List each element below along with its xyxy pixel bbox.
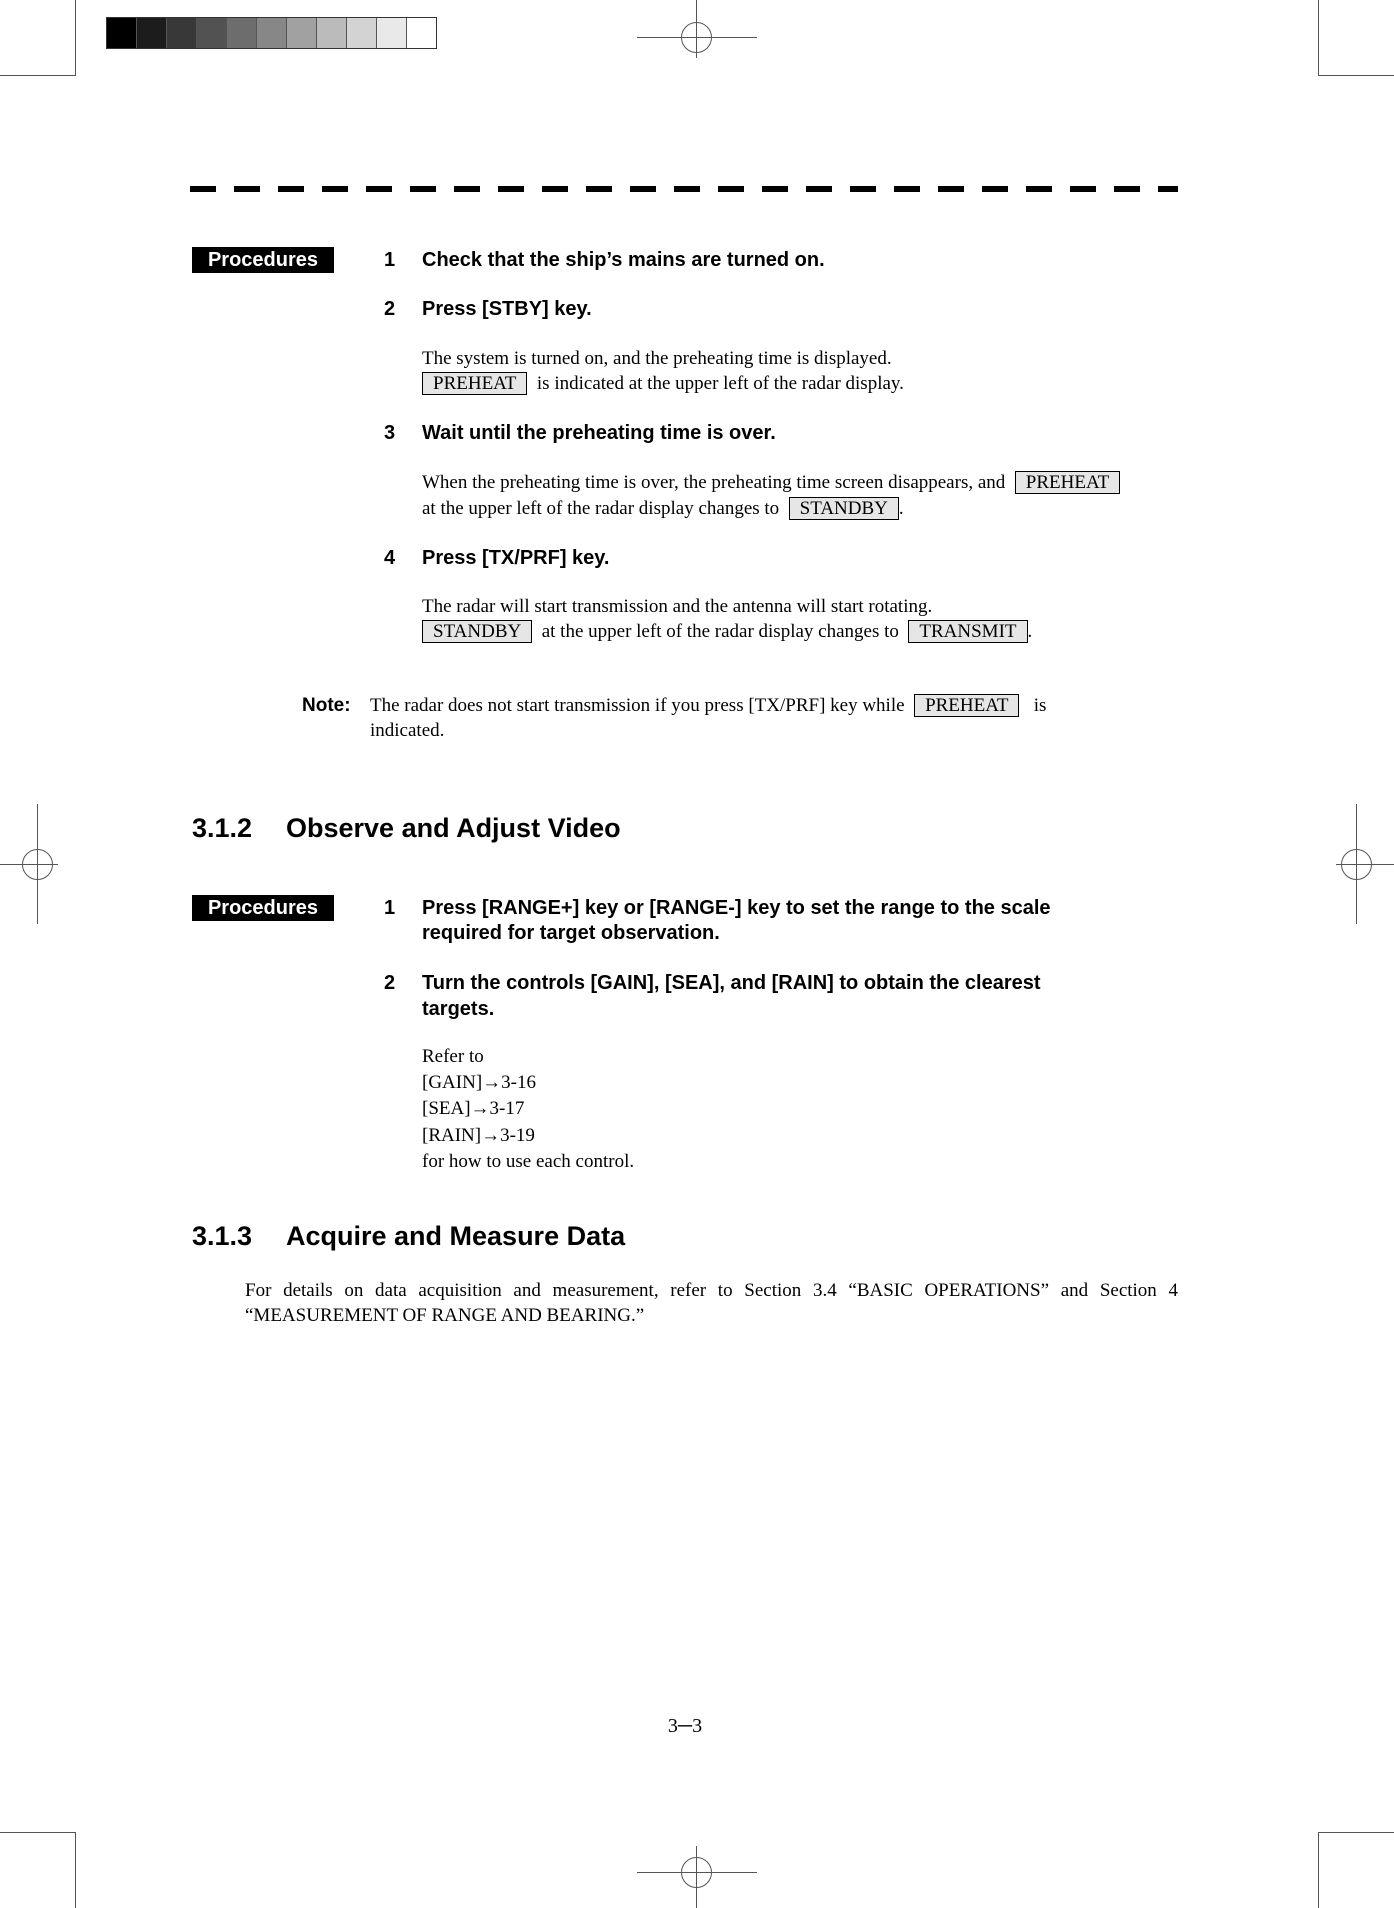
step-number: 1 — [384, 249, 396, 271]
step-number: 2 — [384, 972, 396, 994]
preheat-indicator: PREHEAT — [1015, 471, 1120, 494]
indicator-text: is indicated at the upper left of the radar display. — [536, 373, 904, 394]
step-text: Check that the ship’s mains are turned on. — [422, 249, 825, 271]
standby-indicator: STANDBY — [422, 620, 532, 643]
page-number: 3─3 — [667, 1715, 703, 1737]
note-text-line-2: indicated. — [370, 720, 445, 741]
step-number: 4 — [384, 547, 396, 569]
step-4-description: The radar will start transmission and the antenna will start rotating. — [422, 596, 933, 617]
grayscale-swatch — [227, 18, 257, 48]
description-text: at the upper left of the radar display changes to — [541, 621, 899, 642]
preheat-indicator: PREHEAT — [422, 372, 527, 395]
step-2-description: The system is turned on, and the preheating time is displayed. — [422, 348, 892, 369]
grayscale-swatch — [107, 18, 137, 48]
step-3-change-line — [422, 496, 904, 521]
period: . — [898, 498, 904, 519]
section-3-1-3-paragraph-line-1: For details on data acquisition and measurement, refer to Section 3.4 “BASIC OPERATIONS” and Section 4 — [245, 1280, 1178, 1301]
step-text: Press [RANGE+] key or [RANGE-] key to set the range to the scale — [422, 897, 1051, 919]
note-text: is — [1033, 695, 1047, 716]
grayscale-swatch — [167, 18, 197, 48]
step-text: Wait until the preheating time is over. — [422, 422, 776, 444]
step-text: Press [TX/PRF] key. — [422, 547, 610, 569]
grayscale-swatch — [377, 18, 407, 48]
transmit-indicator: TRANSMIT — [908, 620, 1027, 643]
step-text: required for target observation. — [422, 922, 720, 944]
period: . — [1027, 621, 1033, 642]
step-3-description — [422, 470, 1120, 495]
reference-outro: for how to use each control. — [422, 1151, 635, 1172]
step-number: 3 — [384, 422, 396, 444]
grayscale-swatch — [317, 18, 347, 48]
note-text-line-1 — [370, 693, 1046, 718]
step-text: Turn the controls [GAIN], [SEA], and [RAIN] to obtain the clearest — [422, 972, 1041, 994]
procedures-badge: Procedures — [192, 895, 334, 921]
grayscale-swatch — [257, 18, 287, 48]
dashed-divider — [190, 186, 1178, 192]
step-text: Press [STBY] key. — [422, 298, 592, 320]
standby-indicator: STANDBY — [789, 497, 899, 520]
step-4-change-line — [422, 619, 1032, 644]
reference-rain: [RAIN]→3-19 — [422, 1125, 535, 1146]
section-heading-3-1-3 — [192, 1221, 625, 1252]
grayscale-swatch — [287, 18, 317, 48]
note-text: The radar does not start transmission if you press [TX/PRF] key while — [370, 695, 905, 716]
step-2-indicator-line — [422, 371, 904, 396]
section-title: Observe and Adjust Video — [286, 813, 621, 843]
step-number: 2 — [384, 298, 396, 320]
reference-gain: [GAIN]→3-16 — [422, 1072, 536, 1093]
preheat-indicator: PREHEAT — [914, 694, 1019, 717]
section-title: Acquire and Measure Data — [286, 1221, 626, 1251]
grayscale-swatch — [407, 18, 436, 48]
grayscale-swatch — [197, 18, 227, 48]
description-text: When the preheating time is over, the preheating time screen disappears, and — [422, 472, 1006, 493]
grayscale-swatch — [137, 18, 167, 48]
grayscale-calibration-bar — [106, 17, 437, 49]
description-text: at the upper left of the radar display changes to — [422, 498, 780, 519]
step-text: targets. — [422, 998, 495, 1020]
grayscale-swatch — [347, 18, 377, 48]
section-3-1-3-paragraph-line-2: “MEASUREMENT OF RANGE AND BEARING.” — [245, 1305, 645, 1326]
note-label: Note: — [302, 695, 351, 716]
reference-intro: Refer to — [422, 1046, 484, 1067]
section-number: 3.1.2 — [192, 813, 253, 843]
procedures-badge: Procedures — [192, 247, 334, 273]
section-number: 3.1.3 — [192, 1221, 253, 1251]
step-number: 1 — [384, 897, 396, 919]
section-heading-3-1-2 — [192, 813, 621, 844]
reference-sea: [SEA]→3-17 — [422, 1098, 525, 1119]
